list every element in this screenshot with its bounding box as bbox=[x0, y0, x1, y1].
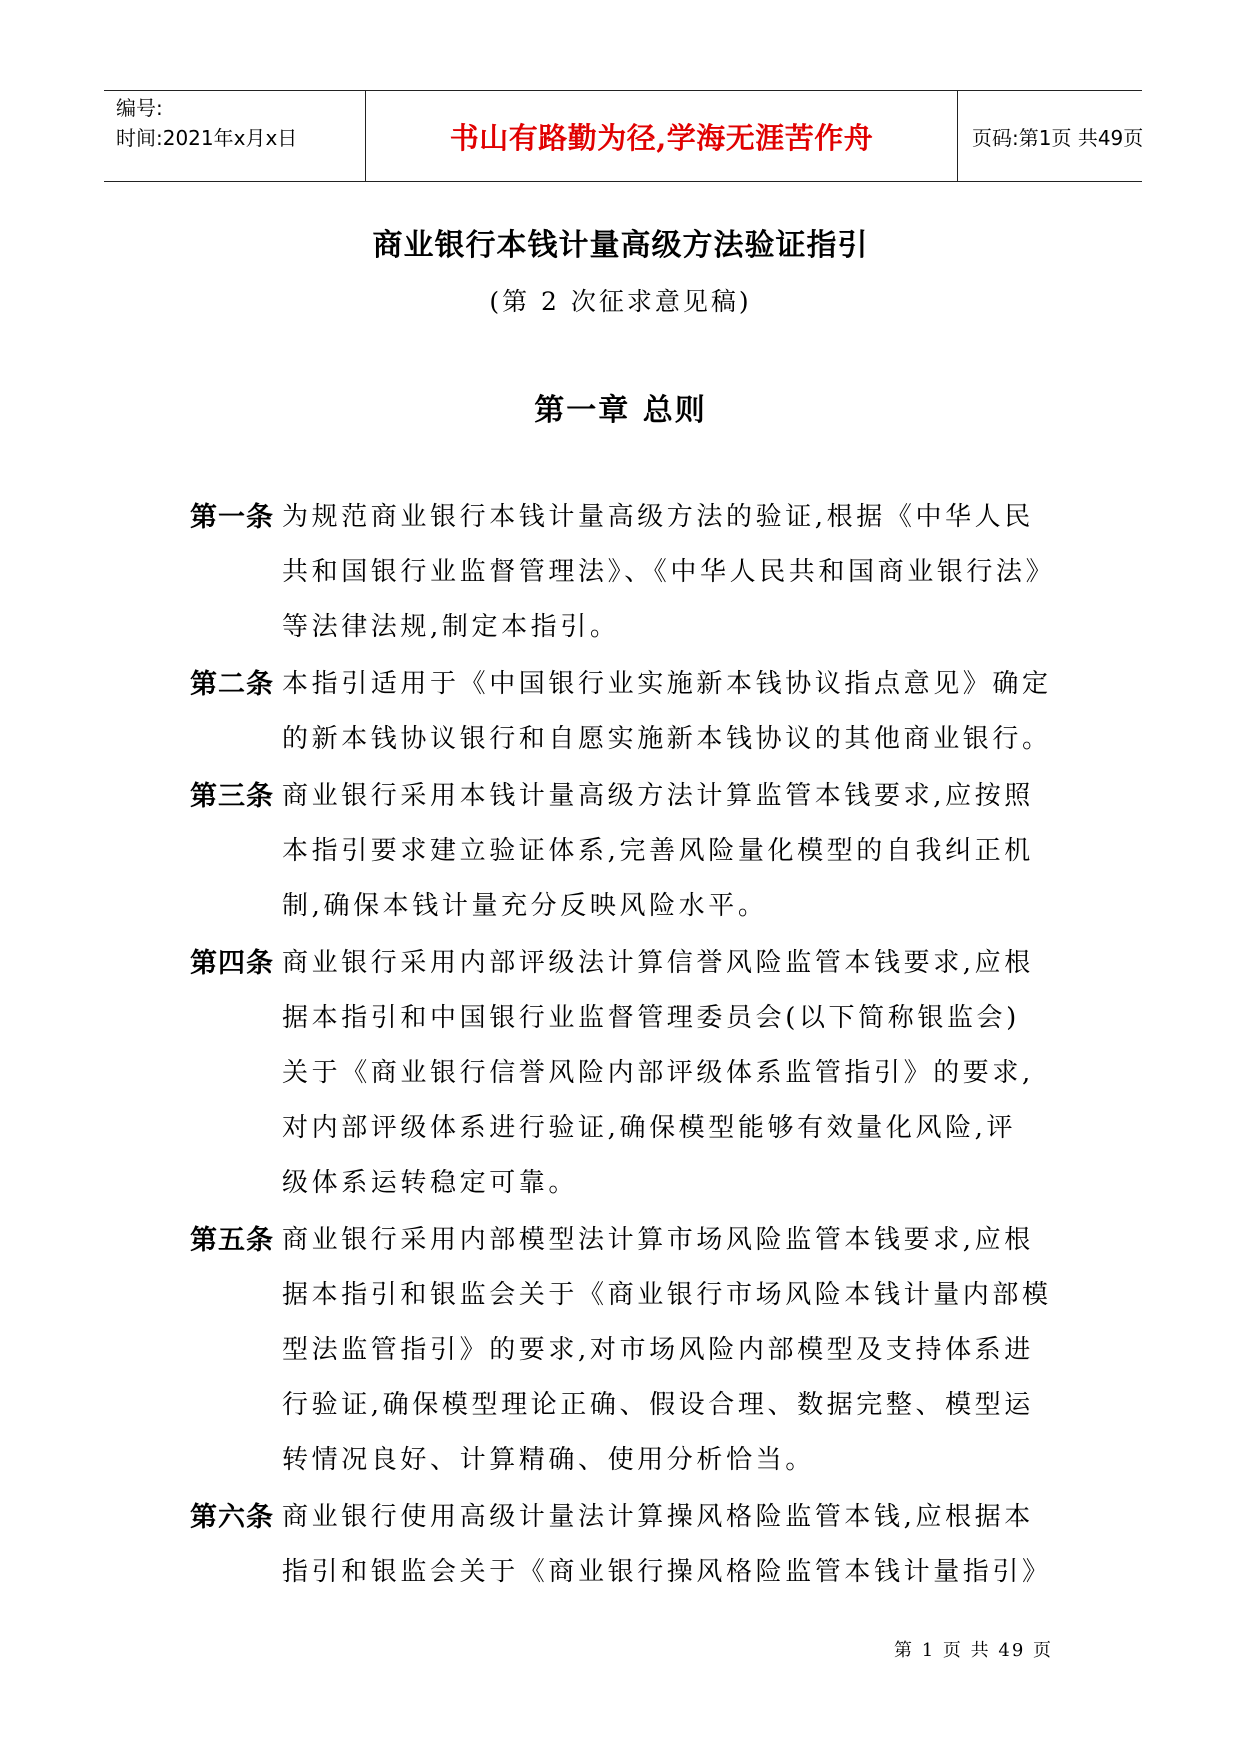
article-text-line: 级体系运转稳定可靠。 bbox=[282, 1168, 579, 1198]
article-item bbox=[190, 1213, 1070, 1488]
chapter-heading: 第一章 总则 bbox=[534, 393, 707, 428]
article-text-line: 等法律法规,制定本指引。 bbox=[282, 612, 620, 642]
article-label: 第五条 bbox=[190, 1225, 274, 1256]
article-label: 第一条 bbox=[190, 502, 274, 533]
article-label: 第四条 bbox=[190, 948, 274, 979]
article-item bbox=[190, 657, 1070, 767]
article-text-line: 制,确保本钱计量充分反映风险水平。 bbox=[282, 891, 768, 921]
article-text-line: 据本指引和银监会关于《商业银行市场风险本钱计量内部模 bbox=[282, 1280, 1052, 1310]
header-page-cell bbox=[958, 91, 1142, 181]
article-text-line: 商业银行采用内部评级法计算信誉风险监管本钱要求,应根 bbox=[282, 948, 1034, 978]
header-motto-cell bbox=[366, 91, 958, 181]
article-text-line: 商业银行使用高级计量法计算操风格险监管本钱,应根据本 bbox=[282, 1502, 1034, 1532]
header-page-label: 页码:第1页 共49页 bbox=[972, 125, 1144, 150]
article-text-line: 对内部评级体系进行验证,确保模型能够有效量化风险,评 bbox=[282, 1113, 1017, 1143]
number-label: 编号: bbox=[116, 96, 163, 120]
article-text-line: 指引和银监会关于《商业银行操风格险监管本钱计量指引》 bbox=[282, 1557, 1052, 1587]
page-footer: 第 1 页 共 49 页 bbox=[894, 1640, 1053, 1661]
article-text-line: 本指引要求建立验证体系,完善风险量化模型的自我纠正机 bbox=[282, 836, 1034, 866]
article-text-line: 共和国银行业监督管理法》、《中华人民共和国商业银行法》 bbox=[282, 557, 1056, 587]
article-item bbox=[190, 936, 1070, 1211]
header-meta bbox=[104, 91, 366, 181]
article-text-line: 的新本钱协议银行和自愿实施新本钱协议的其他商业银行。 bbox=[282, 724, 1052, 754]
article-label: 第三条 bbox=[190, 781, 274, 812]
article-text-line: 转情况良好、计算精确、使用分析恰当。 bbox=[282, 1445, 815, 1475]
page-header bbox=[104, 90, 1142, 182]
article-item bbox=[190, 490, 1070, 655]
article-item bbox=[190, 1490, 1070, 1600]
article-text-line: 本指引适用于《中国银行业实施新本钱协议指点意见》确定 bbox=[282, 669, 1052, 699]
article-label: 第二条 bbox=[190, 669, 274, 700]
time-label: 时间:2021年x月x日 bbox=[116, 126, 298, 150]
article-item bbox=[190, 769, 1070, 934]
article-text-line: 商业银行采用本钱计量高级方法计算监管本钱要求,应按照 bbox=[282, 781, 1034, 811]
article-text-line: 关于《商业银行信誉风险内部评级体系监管指引》的要求, bbox=[282, 1058, 1034, 1088]
article-list bbox=[190, 490, 1070, 1602]
motto-text: 书山有路勤为径,学海无涯苦作舟 bbox=[449, 120, 874, 155]
article-text-line: 为规范商业银行本钱计量高级方法的验证,根据《中华人民 bbox=[282, 502, 1034, 532]
document-title: 商业银行本钱计量高级方法验证指引 bbox=[372, 228, 869, 263]
article-text-line: 商业银行采用内部模型法计算市场风险监管本钱要求,应根 bbox=[282, 1225, 1034, 1255]
document-subtitle: (第 2 次征求意见稿) bbox=[489, 287, 752, 316]
article-text-line: 型法监管指引》的要求,对市场风险内部模型及支持体系进 bbox=[282, 1335, 1034, 1365]
article-label: 第六条 bbox=[190, 1502, 274, 1533]
article-text-line: 据本指引和中国银行业监督管理委员会(以下简称银监会) bbox=[282, 1003, 1020, 1033]
article-text-line: 行验证,确保模型理论正确、假设合理、数据完整、模型运 bbox=[282, 1390, 1034, 1420]
